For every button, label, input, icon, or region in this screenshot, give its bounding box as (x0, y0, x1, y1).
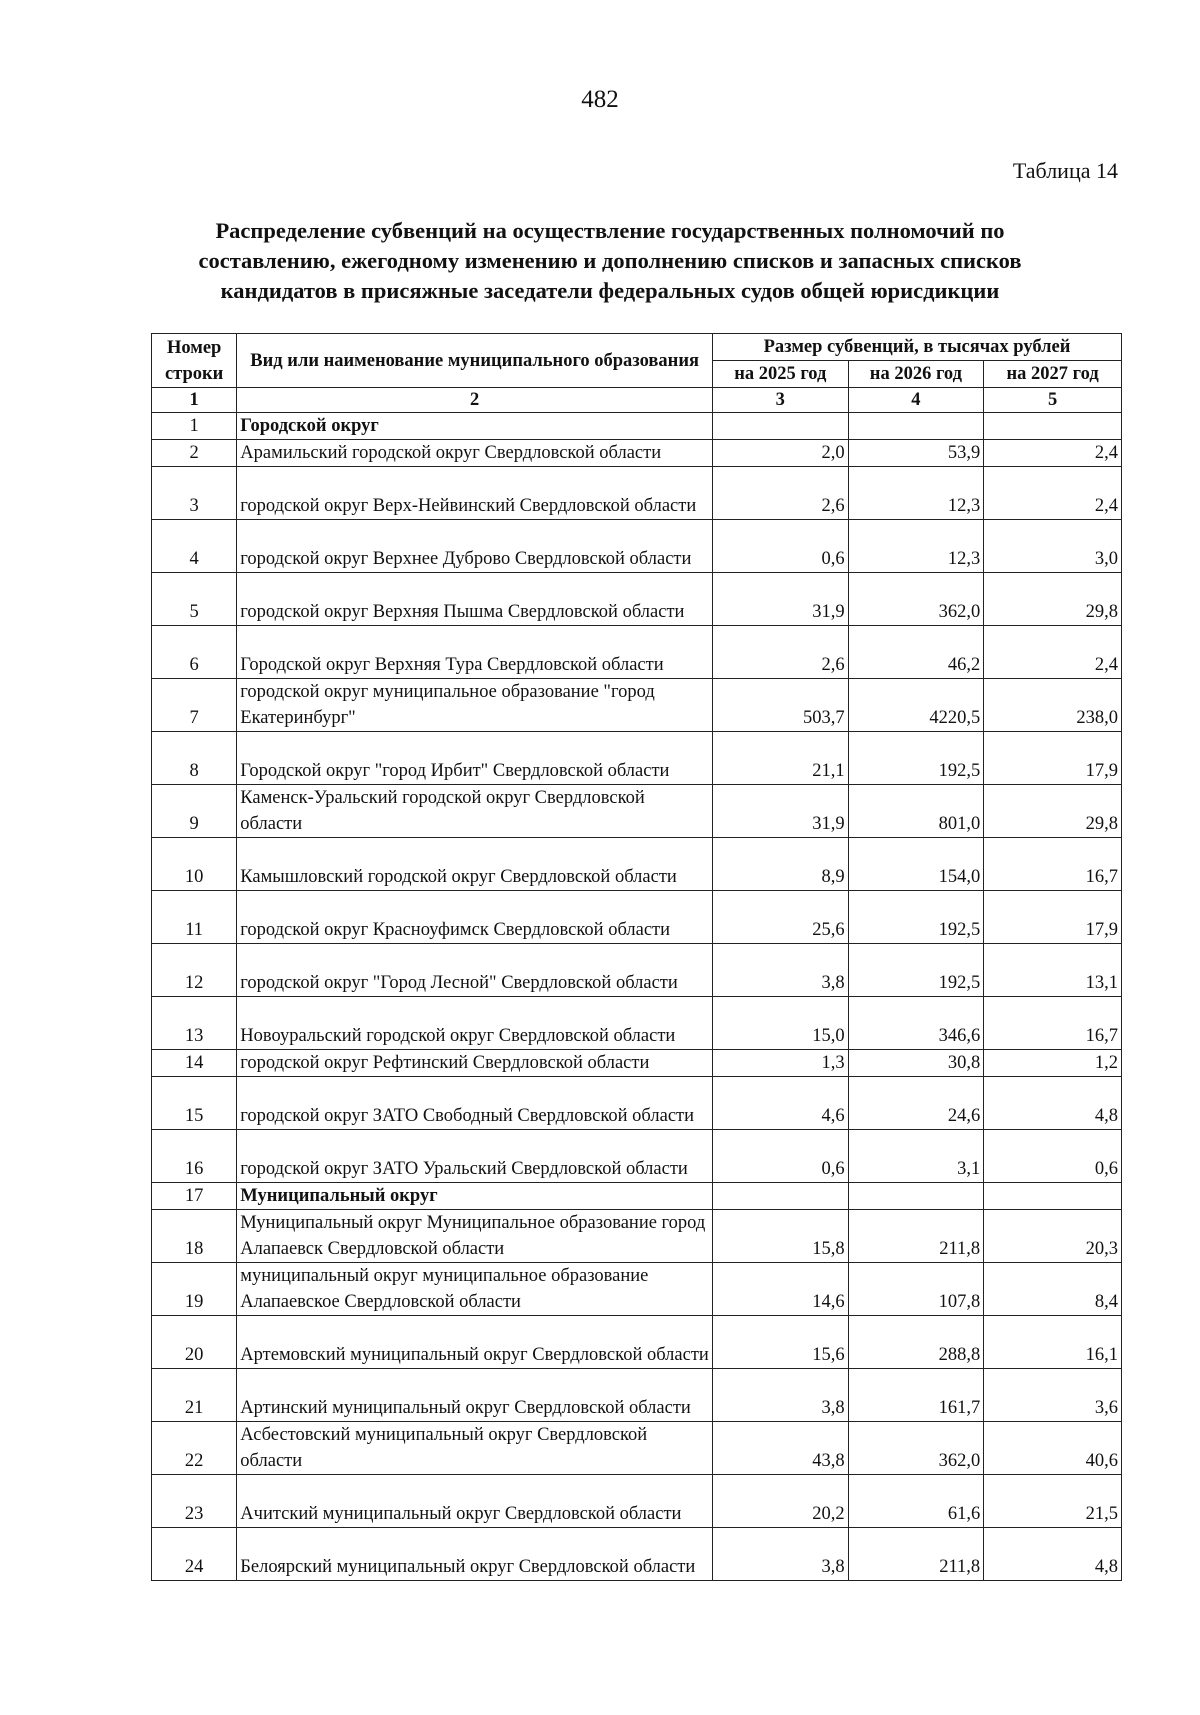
table-row (152, 1316, 1122, 1369)
amount-2025: 20,2 (713, 1475, 849, 1528)
amount-2025: 2,6 (713, 467, 849, 520)
amount-2026: 107,8 (848, 1263, 984, 1316)
row-number: 16 (152, 1130, 237, 1183)
amount-2025: 0,6 (713, 520, 849, 573)
amount-2027: 20,3 (984, 1210, 1122, 1263)
amount-2026: 46,2 (848, 626, 984, 679)
table-row (152, 997, 1122, 1050)
amount-2025: 8,9 (713, 838, 849, 891)
amount-2026: 192,5 (848, 891, 984, 944)
column-index: 1 (152, 388, 237, 413)
amount-2027: 4,8 (984, 1528, 1122, 1581)
amount-2026: 12,3 (848, 520, 984, 573)
amount-2025: 0,6 (713, 1130, 849, 1183)
municipality-name: Камышловский городской округ Свердловской области (237, 838, 713, 891)
amount-2026: 61,6 (848, 1475, 984, 1528)
amount-2027: 0,6 (984, 1130, 1122, 1183)
row-number: 23 (152, 1475, 237, 1528)
municipality-name: городской округ ЗАТО Уральский Свердловской области (237, 1130, 713, 1183)
header-year-2026: на 2026 год (848, 361, 984, 388)
municipality-name: Белоярский муниципальный округ Свердловской области (237, 1528, 713, 1581)
table-row (152, 1050, 1122, 1077)
header-year-2025: на 2025 год (713, 361, 849, 388)
table-row (152, 944, 1122, 997)
row-number: 3 (152, 467, 237, 520)
amount-2025: 3,8 (713, 1369, 849, 1422)
municipality-name: Муниципальный округ Муниципальное образование город Алапаевск Свердловской области (237, 1210, 713, 1263)
amount-2026: 192,5 (848, 944, 984, 997)
table-row (152, 1369, 1122, 1422)
municipality-name: городской округ Верхнее Дуброво Свердловской области (237, 520, 713, 573)
amount-2025: 4,6 (713, 1077, 849, 1130)
column-index: 3 (713, 388, 849, 413)
amount-2026: 192,5 (848, 732, 984, 785)
amount-2027: 17,9 (984, 732, 1122, 785)
amount-2027: 16,7 (984, 997, 1122, 1050)
table-body (152, 413, 1122, 1581)
amount-2026: 53,9 (848, 440, 984, 467)
table-row (152, 1210, 1122, 1263)
amount-2026: 3,1 (848, 1130, 984, 1183)
municipality-name: городской округ Рефтинский Свердловской области (237, 1050, 713, 1077)
table-row (152, 732, 1122, 785)
amount-2026: 12,3 (848, 467, 984, 520)
table-row (152, 1475, 1122, 1528)
amount-2027: 29,8 (984, 573, 1122, 626)
column-index: 4 (848, 388, 984, 413)
column-index: 2 (237, 388, 713, 413)
table-row (152, 520, 1122, 573)
municipality-name: Городской округ (237, 413, 713, 440)
amount-2025: 3,8 (713, 944, 849, 997)
row-number: 5 (152, 573, 237, 626)
page-number: 482 (581, 86, 619, 113)
amount-2026: 801,0 (848, 785, 984, 838)
amount-2027 (984, 413, 1122, 440)
row-number: 15 (152, 1077, 237, 1130)
amount-2025 (713, 413, 849, 440)
amount-2025 (713, 1183, 849, 1210)
amount-2027: 4,8 (984, 1077, 1122, 1130)
row-number: 22 (152, 1422, 237, 1475)
header-municipality-name: Вид или наименование муниципального образования (237, 334, 713, 388)
title-line: Распределение субвенций на осуществление государственных полномочий по (215, 218, 1005, 243)
row-number: 10 (152, 838, 237, 891)
municipality-name: городской округ муниципальное образование "город Екатеринбург" (237, 679, 713, 732)
amount-2026 (848, 413, 984, 440)
row-number: 24 (152, 1528, 237, 1581)
amount-2025: 15,6 (713, 1316, 849, 1369)
table-row (152, 785, 1122, 838)
amount-2025: 3,8 (713, 1528, 849, 1581)
municipality-name: Ачитский муниципальный округ Свердловской области (237, 1475, 713, 1528)
amount-2026: 24,6 (848, 1077, 984, 1130)
table-row (152, 440, 1122, 467)
amount-2026 (848, 1183, 984, 1210)
amount-2027: 238,0 (984, 679, 1122, 732)
amount-2027: 16,1 (984, 1316, 1122, 1369)
row-number: 8 (152, 732, 237, 785)
municipality-name: Городской округ "город Ирбит" Свердловской области (237, 732, 713, 785)
subvention-table (151, 333, 1122, 1581)
amount-2025: 25,6 (713, 891, 849, 944)
row-number: 12 (152, 944, 237, 997)
section-row (152, 1183, 1122, 1210)
amount-2027: 2,4 (984, 626, 1122, 679)
amount-2027: 29,8 (984, 785, 1122, 838)
amount-2026: 362,0 (848, 1422, 984, 1475)
row-number: 13 (152, 997, 237, 1050)
amount-2025: 15,8 (713, 1210, 849, 1263)
table-row (152, 1077, 1122, 1130)
table-row (152, 573, 1122, 626)
table-row (152, 679, 1122, 732)
row-number: 4 (152, 520, 237, 573)
amount-2026: 161,7 (848, 1369, 984, 1422)
amount-2026: 362,0 (848, 573, 984, 626)
municipality-name: городской округ "Город Лесной" Свердловской области (237, 944, 713, 997)
amount-2025: 503,7 (713, 679, 849, 732)
amount-2027: 13,1 (984, 944, 1122, 997)
municipality-name: городской округ Верхняя Пышма Свердловской области (237, 573, 713, 626)
header-year-2027: на 2027 год (984, 361, 1122, 388)
row-number: 18 (152, 1210, 237, 1263)
amount-2026: 346,6 (848, 997, 984, 1050)
section-row (152, 413, 1122, 440)
table-row (152, 467, 1122, 520)
amount-2025: 31,9 (713, 573, 849, 626)
title-line: составлению, ежегодному изменению и дополнению списков и запасных списков (198, 248, 1022, 273)
municipality-name: Муниципальный округ (237, 1183, 713, 1210)
row-number: 9 (152, 785, 237, 838)
table-row (152, 1528, 1122, 1581)
amount-2025: 1,3 (713, 1050, 849, 1077)
table-row (152, 626, 1122, 679)
document-title (150, 216, 1070, 306)
row-number: 20 (152, 1316, 237, 1369)
header-amount: Размер субвенций, в тысячах рублей (713, 334, 1122, 361)
table-row (152, 838, 1122, 891)
amount-2025: 2,6 (713, 626, 849, 679)
amount-2025: 15,0 (713, 997, 849, 1050)
amount-2027: 3,0 (984, 520, 1122, 573)
municipality-name: Асбестовский муниципальный округ Свердловской области (237, 1422, 713, 1475)
amount-2027 (984, 1183, 1122, 1210)
table-row (152, 891, 1122, 944)
column-index: 5 (984, 388, 1122, 413)
municipality-name: Городской округ Верхняя Тура Свердловской области (237, 626, 713, 679)
amount-2027: 8,4 (984, 1263, 1122, 1316)
table-label: Таблица 14 (1012, 158, 1118, 183)
municipality-name: Каменск-Уральский городской округ Свердловской области (237, 785, 713, 838)
amount-2027: 16,7 (984, 838, 1122, 891)
amount-2026: 30,8 (848, 1050, 984, 1077)
row-number: 7 (152, 679, 237, 732)
municipality-name: Арамильский городской округ Свердловской области (237, 440, 713, 467)
amount-2025: 31,9 (713, 785, 849, 838)
amount-2025: 43,8 (713, 1422, 849, 1475)
row-number: 14 (152, 1050, 237, 1077)
amount-2027: 40,6 (984, 1422, 1122, 1475)
amount-2026: 288,8 (848, 1316, 984, 1369)
amount-2026: 211,8 (848, 1528, 984, 1581)
table-row (152, 1130, 1122, 1183)
municipality-name: муниципальный округ муниципальное образование Алапаевское Свердловской области (237, 1263, 713, 1316)
amount-2025: 14,6 (713, 1263, 849, 1316)
amount-2027: 17,9 (984, 891, 1122, 944)
title-line: кандидатов в присяжные заседатели федеральных судов общей юрисдикции (220, 278, 1000, 303)
row-number: 21 (152, 1369, 237, 1422)
amount-2027: 3,6 (984, 1369, 1122, 1422)
amount-2025: 21,1 (713, 732, 849, 785)
amount-2026: 4220,5 (848, 679, 984, 732)
amount-2025: 2,0 (713, 440, 849, 467)
municipality-name: Артинский муниципальный округ Свердловской области (237, 1369, 713, 1422)
row-number: 2 (152, 440, 237, 467)
row-number: 19 (152, 1263, 237, 1316)
amount-2027: 1,2 (984, 1050, 1122, 1077)
municipality-name: городской округ Красноуфимск Свердловской области (237, 891, 713, 944)
header-row-number: Номер строки (152, 334, 237, 388)
amount-2027: 21,5 (984, 1475, 1122, 1528)
municipality-name: городской округ ЗАТО Свободный Свердловской области (237, 1077, 713, 1130)
table-row (152, 1263, 1122, 1316)
municipality-name: городской округ Верх-Нейвинский Свердловской области (237, 467, 713, 520)
amount-2026: 211,8 (848, 1210, 984, 1263)
amount-2026: 154,0 (848, 838, 984, 891)
row-number: 1 (152, 413, 237, 440)
row-number: 11 (152, 891, 237, 944)
municipality-name: Артемовский муниципальный округ Свердловской области (237, 1316, 713, 1369)
amount-2027: 2,4 (984, 467, 1122, 520)
table-row (152, 1422, 1122, 1475)
amount-2027: 2,4 (984, 440, 1122, 467)
row-number: 17 (152, 1183, 237, 1210)
row-number: 6 (152, 626, 237, 679)
municipality-name: Новоуральский городской округ Свердловской области (237, 997, 713, 1050)
